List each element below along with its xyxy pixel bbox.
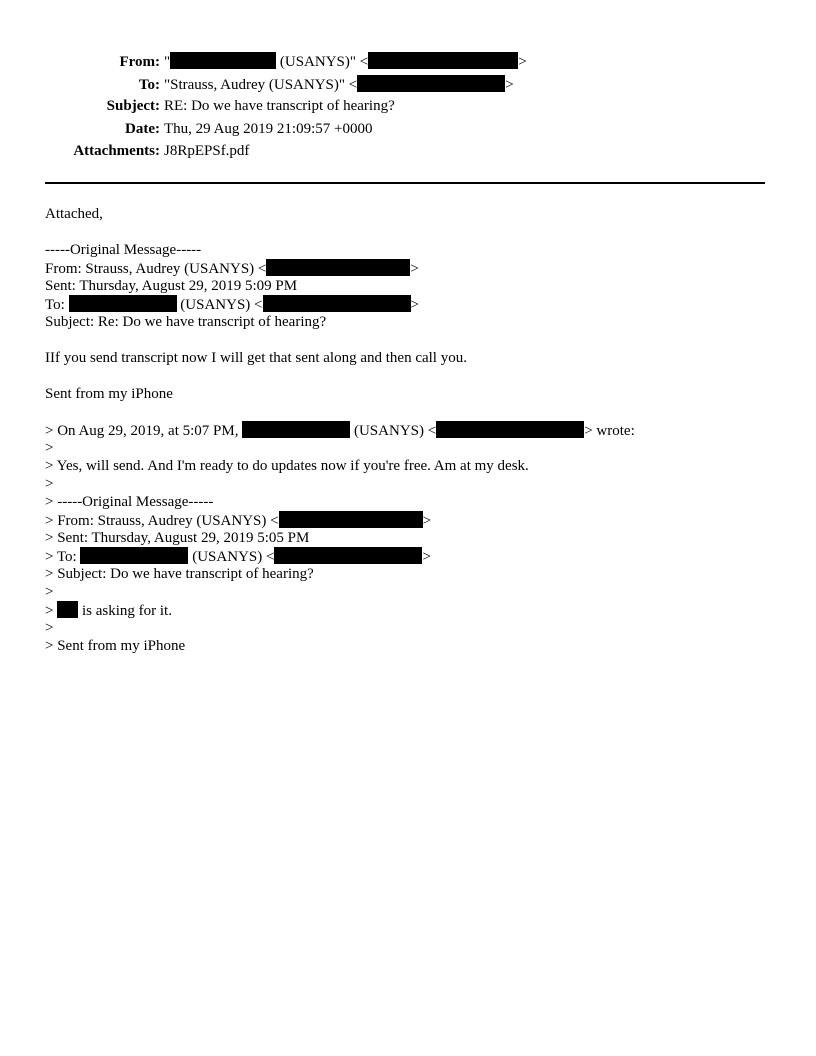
quote-on-line: > On Aug 29, 2019, at 5:07 PM, (USANYS) < > wrote: <box>45 423 635 439</box>
greeting: Attached, <box>45 206 103 222</box>
to-close: > <box>505 76 514 93</box>
redaction-box <box>266 259 410 276</box>
quote-from-line: > From: Strauss, Audrey (USANYS) < > <box>45 513 432 529</box>
email-header <box>0 52 816 165</box>
quote-original-marker: > -----Original Message----- <box>45 494 214 510</box>
quote-gt: > <box>45 584 54 600</box>
orig-subject-line: Subject: Re: Do we have transcript of hearing? <box>45 314 327 330</box>
to-name: "Strauss, Audrey (USANYS)" < <box>164 76 358 93</box>
from-close: > <box>518 54 527 70</box>
date-label: Date: <box>125 120 160 137</box>
date-value: Thu, 29 Aug 2019 21:09:57 +0000 <box>164 120 373 137</box>
quote-ask-line: > is asking for it. <box>45 603 172 619</box>
orig-message-text: IIf you send transcript now I will get that sent along and then call you. <box>45 350 467 366</box>
header-divider <box>45 182 765 184</box>
quote-sent-line: > Sent: Thursday, August 29, 2019 5:05 PM <box>45 530 310 546</box>
orig-signature: Sent from my iPhone <box>45 386 173 402</box>
from-org: (USANYS)" < <box>276 54 369 70</box>
redaction-box <box>274 547 422 564</box>
to-label: To: <box>138 76 160 93</box>
subject-row <box>0 97 816 120</box>
quote-signature: > Sent from my iPhone <box>45 638 186 654</box>
date-row <box>0 120 816 143</box>
email-body <box>45 205 775 655</box>
redaction-box <box>436 421 584 438</box>
subject-value: RE: Do we have transcript of hearing? <box>164 98 395 114</box>
orig-from-line: From: Strauss, Audrey (USANYS) < > <box>45 261 419 277</box>
quote-gt: > <box>45 440 54 456</box>
redaction-box <box>263 295 411 312</box>
attachments-label: Attachments: <box>73 143 160 159</box>
redaction-box <box>279 511 423 528</box>
redaction-box <box>57 601 78 618</box>
redaction-box <box>69 295 177 312</box>
to-row <box>0 75 816 98</box>
to-value <box>160 75 514 94</box>
quote-to-line: > To: (USANYS) < > <box>45 549 431 565</box>
quote-reply: > Yes, will send. And I'm ready to do updates now if you're free. Am at my desk. <box>45 458 529 474</box>
redaction-box <box>368 52 518 69</box>
orig-to-line: To: (USANYS) < > <box>45 297 419 313</box>
redaction-box <box>80 547 188 564</box>
orig-sent-line: Sent: Thursday, August 29, 2019 5:09 PM <box>45 278 298 294</box>
quote-gt: > <box>45 620 54 636</box>
original-message-marker: -----Original Message----- <box>45 242 202 258</box>
quote-gt: > <box>45 476 54 492</box>
redaction-box <box>170 52 276 69</box>
from-value <box>160 52 527 71</box>
redaction-box <box>242 421 350 438</box>
from-label: From: <box>119 54 160 70</box>
subject-label: Subject: <box>106 98 160 114</box>
attachment-link[interactable]: J8RpEPSf.pdf <box>164 143 250 159</box>
attachments-row <box>0 142 816 165</box>
from-row <box>0 52 816 75</box>
redaction-box <box>357 75 505 92</box>
quote-subject-line: > Subject: Do we have transcript of hearing? <box>45 566 314 582</box>
from-quote: " <box>164 54 171 70</box>
